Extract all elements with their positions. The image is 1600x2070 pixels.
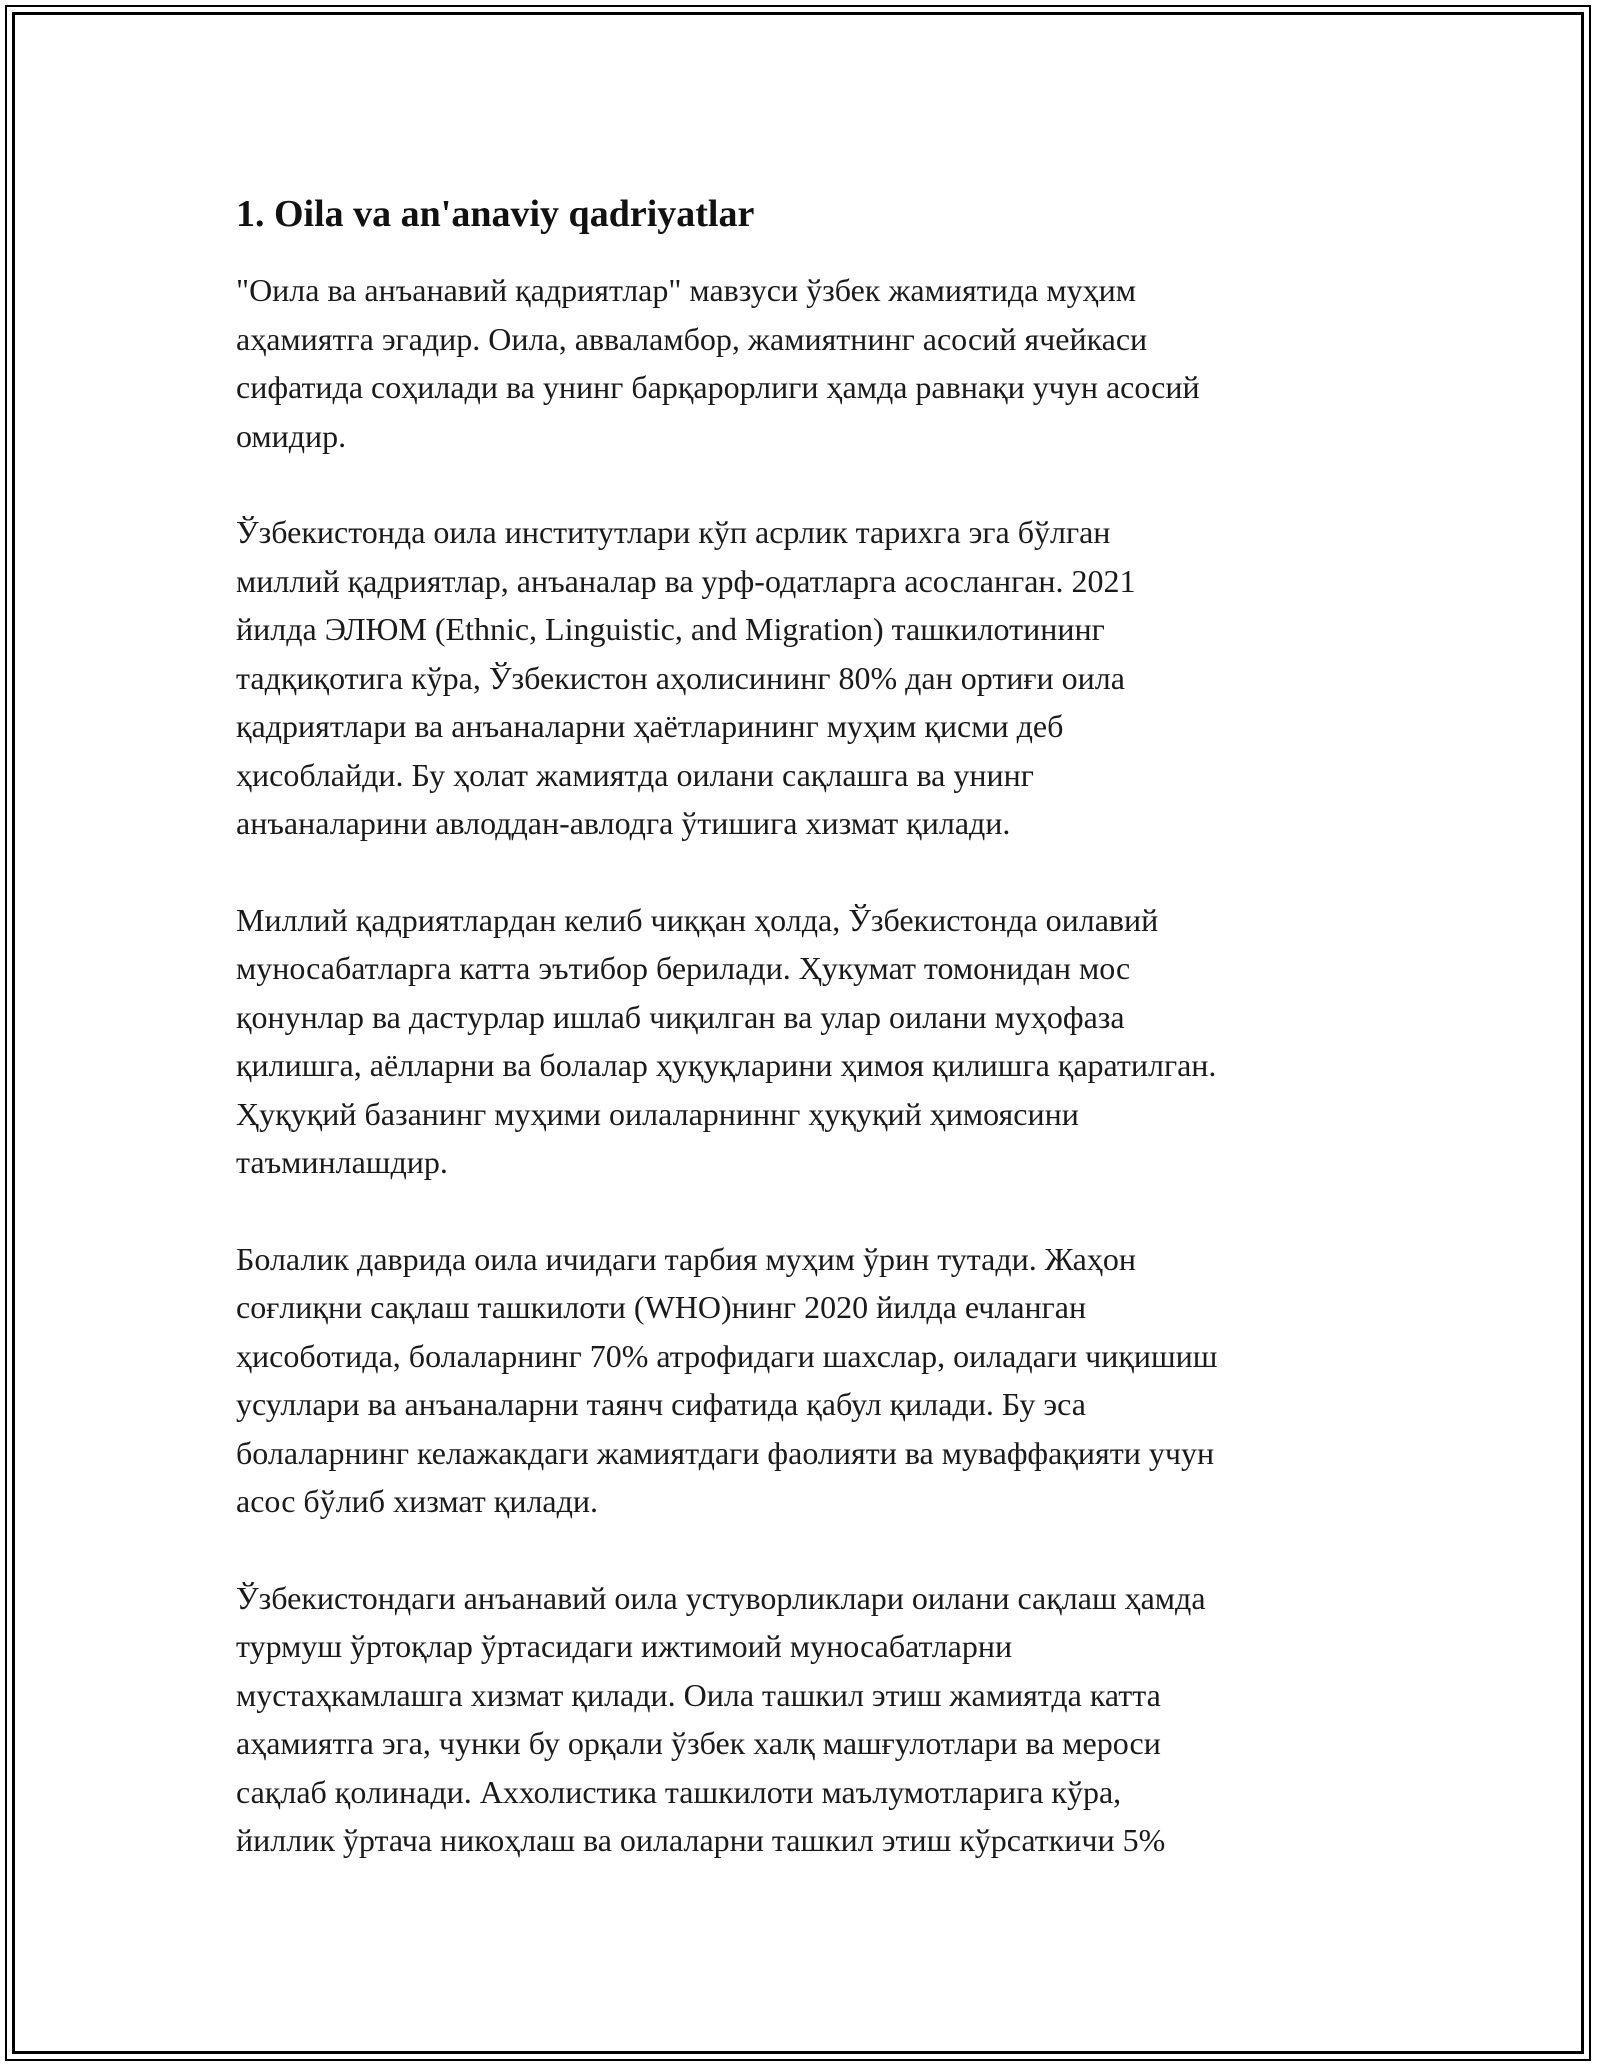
paragraph-intro: "Оила ва анъанавий қадриятлар" мавзуси ўзбек жамиятида муҳим аҳамиятга эгадир. Оила, авваламбор, жамиятнинг асосий ячейкаси сифатида соҳилади ва унинг барқарорлиги ҳамда равнақи учун асосий омидир. (236, 272, 1200, 454)
paragraph-legal-protection: Миллий қадриятлардан келиб чиққан ҳолда, Ўзбекистонда оилавий муносабатларга катта эътибор берилади. Ҳукумат томонидан мос қонунлар ва дастурлар ишлаб чиқилган ва улар оилани муҳофаза қилишга, аёлларни ва болалар ҳуқуқларини ҳимоя қилишга қаратилган. Ҳуқуқий базанинг муҳими оилаларниннг ҳуқуқий ҳимоясини таъминлашдир. (236, 901, 1217, 1180)
paragraph-traditions: Ўзбекистондаги анъанавий оила устуворликлари оилани сақлаш ҳамда турмуш ўртоқлар ўртасидаги ижтимоий муносабатларни мустаҳкамлашга хизмат қилади. Оила ташкил этиш жамиятда катта аҳамиятга эга, чунки бу орқали ўзбек халқ машғулотлари ва мероси сақлаб қолинади. Аххолистика ташкилоти маълумотларига кўра, йиллик ўртача никоҳлаш ва оилаларни ташкил этиш кўрсаткичи 5% (236, 1579, 1206, 1858)
paragraph-childhood: Болалик даврида оила ичидаги тарбия муҳим ўрин тутади. Жаҳон соғлиқни сақлаш ташкилоти (WHO)нинг 2020 йилда ечланган ҳисоботида, болаларнинг 70% атрофидаги шахслар, оиладаги чиқишиш усуллари ва анъаналарни таянч сифатида қабул қилади. Бу эса болаларнинг келажакдаги жамиятдаги фаолияти ва муваффақияти учун асос бўлиб хизмат қилади. (236, 1240, 1218, 1519)
document-body (236, 190, 1366, 1913)
paragraph-history: Ўзбекистонда оила институтлари кўп асрлик тарихга эга бўлган миллий қадриятлар, анъаналар ва урф-одатларга асосланган. 2021 йилда ЭЛЮМ (Ethnic, Linguistic, and Migration) ташкилотининг тадқиқотига кўра, Ўзбекистон аҳолисининг 80% дан ортиғи оила қадриятлари ва анъаналарни ҳаётларининг муҳим қисми деб ҳисоблайди. Бу ҳолат жамиятда оилани сақлашга ва унинг анъаналарини авлоддан-авлодга ўтишига хизмат қилади. (236, 514, 1136, 841)
document-title: 1. Oila va an'anaviy qadriyatlar (236, 193, 755, 235)
